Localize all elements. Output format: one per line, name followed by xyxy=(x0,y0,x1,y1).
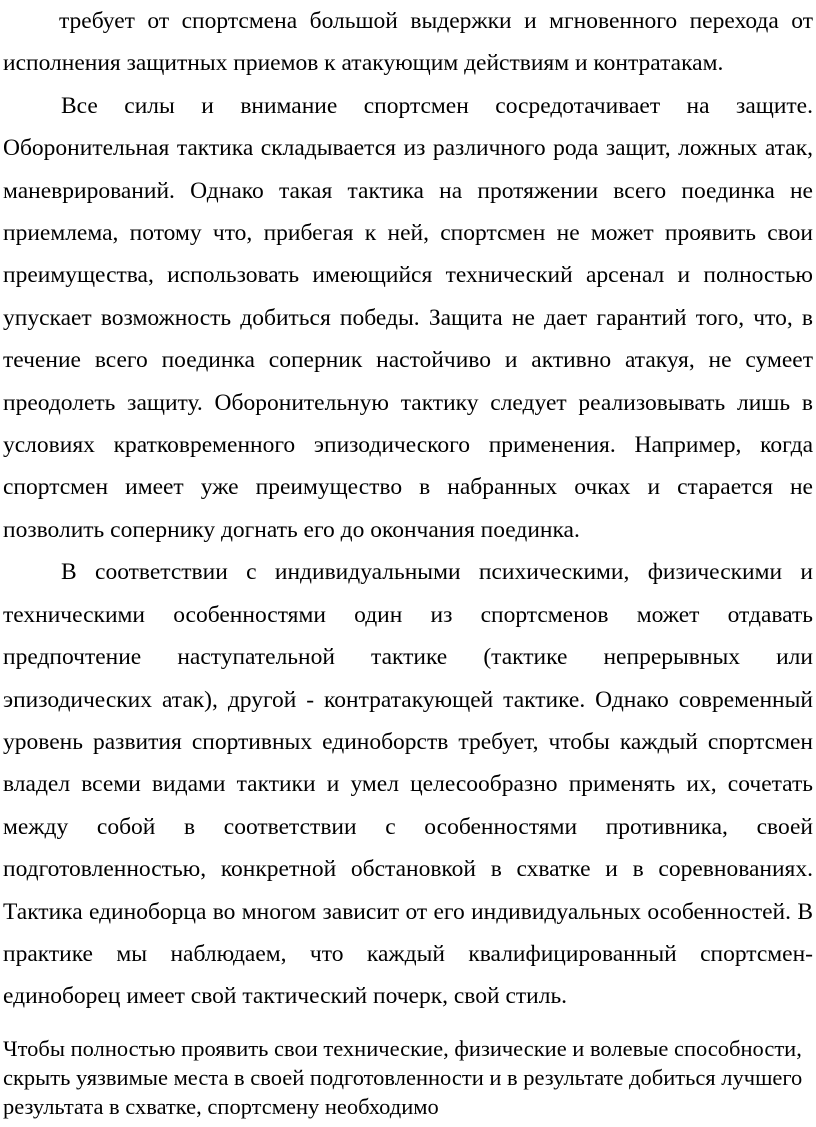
document-body xyxy=(3,0,813,1018)
paragraph-defensive-tactics: Все силы и внимание спортсмен сосредотачивает на защите. Оборонительная тактика складывается из различного рода защит, ложных атак, маневрирований. Однако такая тактика на протяжении всего поединка не приемлема, потому что, прибегая к ней, спортсмен не может проявить свои преимущества, использовать имеющийся технический арсенал и полностью упускает возможность добиться победы. Защита не дает гарантий того, что, в течение всего поединка соперник настойчиво и активно атакуя, не сумеет преодолеть защиту. Оборонительную тактику следует реализовывать лишь в условиях кратковременного эпизодического применения. Например, когда спортсмен имеет уже преимущество в набранных очках и старается не позволить сопернику догнать его до окончания поединка. xyxy=(3,92,813,543)
paragraph-continued: требует от спортсмена большой выдержки и мгновенного перехода от исполнения защитных приемов к атакующим действиям и контратакам. xyxy=(3,8,813,77)
paragraph-individual-tactics: В соответствии с индивидуальными психическими, физическими и техническими особенностями один из спортсменов может отдавать предпочтение наступательной тактике (тактике непрерывных или эпизодических атак), другой - контратакующей тактике. Однако современный уровень развития спортивных единоборств требует, чтобы каждый спортсмен владел всеми видами тактики и умел целесообразно применять их, сочетать между собой в соответствии с особенностями противника, своей подготовленностью, конкретной обстановкой в схватке и в соревнованиях. Тактика единоборца во многом зависит от его индивидуальных особенностей. В практике мы наблюдаем, что каждый квалифицированный спортсмен-единоборец имеет свой тактический почерк, свой стиль. xyxy=(3,559,813,1010)
paragraph-final: Чтобы полностью проявить свои технические, физические и волевые способности, скрыть уязвимые места в своей подготовленности и в результате добиться лучшего результата в схватке, спортсмену необходимо xyxy=(3,1035,803,1119)
document-body-tail xyxy=(3,1034,813,1121)
